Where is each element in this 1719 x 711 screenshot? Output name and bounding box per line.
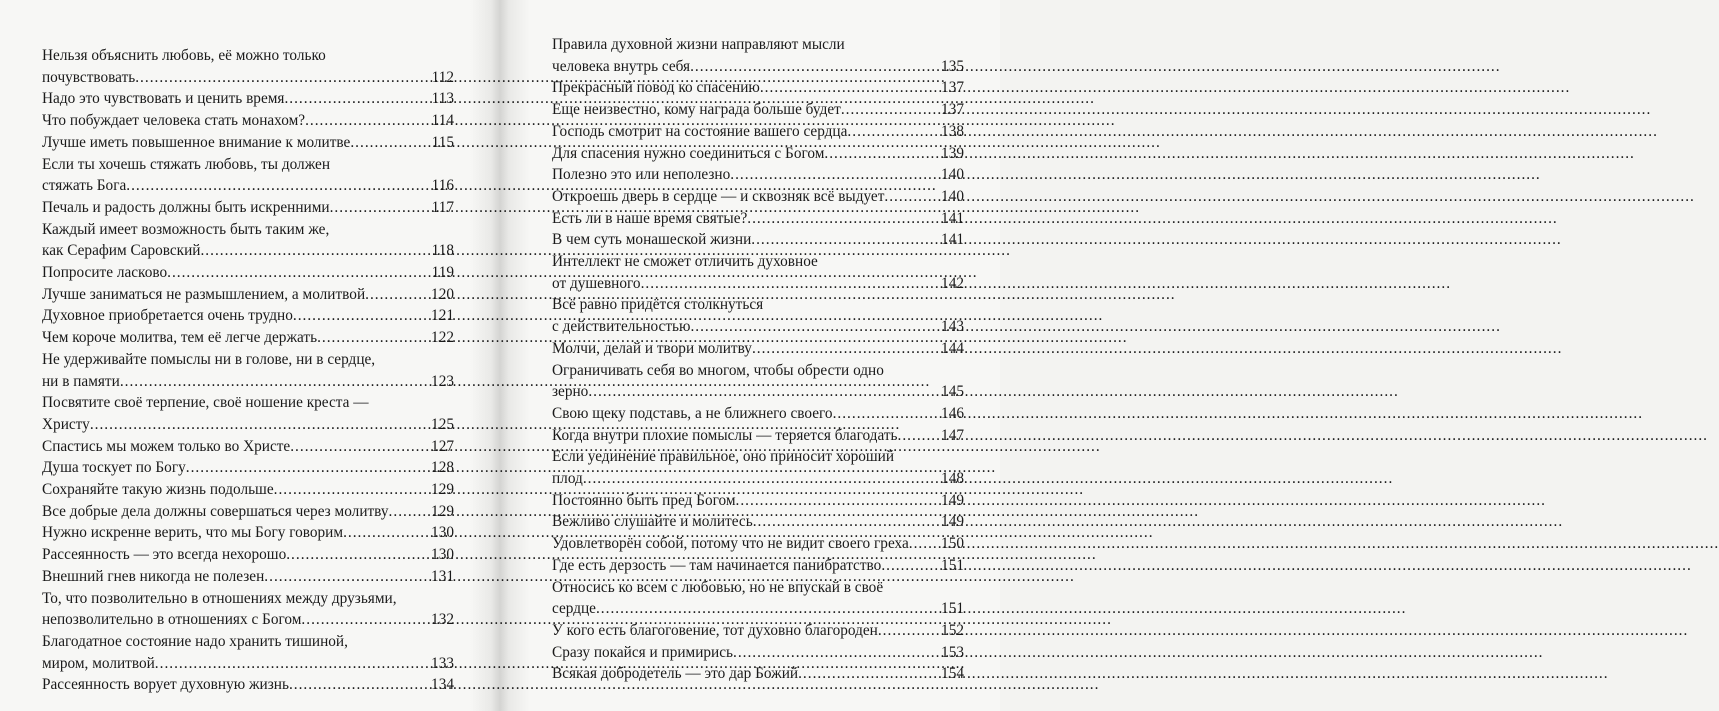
- toc-page-number: 151: [941, 600, 964, 618]
- toc-page-number: 125: [431, 415, 454, 433]
- toc-entry: [42, 588, 454, 631]
- toc-entry-title-line: Душа тоскует по Богу: [42, 459, 186, 477]
- toc-page-number: 120: [431, 285, 454, 303]
- toc-entry-title-line: Благодатное состояние надо хранить тишиной,: [42, 632, 348, 650]
- toc-entry-last-line: [42, 479, 454, 501]
- toc-entry: [42, 197, 454, 219]
- toc-entry-title-line: Христу: [42, 415, 90, 433]
- dot-leader: [798, 663, 941, 685]
- dot-leader: [274, 479, 431, 501]
- toc-entry-title-line: Надо это чувствовать и ценить время: [42, 90, 285, 108]
- toc-entry-last-line: [552, 642, 964, 664]
- toc-entry: [552, 642, 964, 664]
- toc-entry-title-line: Рассеянность — это всегда нехорошо: [42, 546, 287, 564]
- toc-entry-last-line: [552, 77, 964, 99]
- toc-entry-title-line: Посвятите своё терпение, своё ношение креста —: [42, 394, 369, 412]
- toc-entry: [42, 392, 454, 435]
- toc-entry-title-line: То, что позволительно в отношениях между друзьями,: [42, 589, 397, 607]
- toc-entry: [552, 294, 964, 337]
- toc-right-column: [552, 34, 964, 685]
- toc-page-number: 148: [941, 470, 964, 488]
- toc-page-number: 143: [941, 318, 964, 336]
- toc-entry: [42, 631, 454, 674]
- toc-entry: [552, 360, 964, 403]
- toc-entry-last-line: [42, 609, 454, 631]
- toc-entry: [42, 457, 454, 479]
- toc-entry-title-line: Правила духовной жизни направляют мысли: [552, 36, 845, 53]
- toc-entry-last-line: [552, 273, 964, 295]
- toc-entry-last-line: [42, 305, 454, 327]
- dot-leader: [753, 511, 941, 533]
- toc-page-number: 151: [941, 556, 964, 574]
- toc-entry-last-line: [42, 522, 454, 544]
- toc-entry-title-line: как Серафим Саровский: [42, 242, 201, 260]
- toc-entry-title-line: Интеллект не сможет отличить духовное: [552, 253, 818, 271]
- toc-entry: [42, 566, 454, 588]
- toc-entry: [42, 45, 454, 88]
- toc-entry-last-line: [42, 327, 454, 349]
- toc-entry-last-line: [552, 143, 964, 165]
- toc-entry-last-line: [42, 371, 454, 393]
- toc-entry-last-line: [42, 653, 454, 675]
- toc-entry-last-line: [42, 197, 454, 219]
- toc-entry: [552, 164, 964, 186]
- toc-entry: [552, 208, 964, 230]
- dot-leader: [284, 88, 431, 110]
- toc-page-number: 147: [941, 426, 964, 444]
- toc-entry-last-line: [42, 501, 454, 523]
- toc-entry: [552, 577, 964, 620]
- toc-entry-title-line: Сразу покайся и примирись: [552, 643, 733, 661]
- toc-page-number: 149: [941, 513, 964, 531]
- toc-entry-title-line: Удовлетворён собой, потому что не видит своего греха: [552, 535, 909, 553]
- toc-entry-last-line: [42, 284, 454, 306]
- toc-entry-last-line: [552, 316, 964, 338]
- dot-leader: [760, 77, 941, 99]
- dot-leader: [290, 436, 431, 458]
- toc-entry-title-line: Все добрые дела должны совершаться через молитву: [42, 502, 389, 520]
- toc-entry-title-line: Вежливо слушайте и молитесь: [552, 513, 753, 531]
- toc-entry-last-line: [552, 208, 964, 230]
- toc-entry: [42, 88, 454, 110]
- toc-entry-title-line: Попросите ласково: [42, 264, 168, 282]
- toc-entry-title-line: Когда внутри плохие помыслы — теряется благодать: [552, 426, 898, 444]
- toc-page-number: 140: [941, 166, 964, 184]
- toc-entry: [552, 77, 964, 99]
- dot-leader: [730, 164, 941, 186]
- toc-page-number: 133: [431, 654, 454, 672]
- toc-page-number: 118: [431, 242, 454, 260]
- toc-entry-title-line: Всякая добродетель — это дар Божий: [552, 665, 799, 683]
- toc-entry: [42, 154, 454, 197]
- toc-entry-title-line: плод: [552, 470, 583, 488]
- toc-page-number: 115: [431, 133, 454, 151]
- toc-entry-title-line: Полезно это или неполезно: [552, 166, 731, 184]
- toc-page-number: 112: [431, 68, 454, 86]
- toc-entry-title-line: Внешний гнев никогда не полезен: [42, 567, 265, 585]
- toc-page-number: 138: [941, 122, 964, 140]
- toc-entry: [552, 425, 964, 447]
- toc-entry-title-line: Прекрасный повод ко спасению: [552, 79, 760, 97]
- toc-entry-title-line: сердце: [552, 600, 596, 618]
- toc-entry-title-line: Ограничивать себя во многом, чтобы обрести одно: [552, 361, 884, 379]
- toc-entry-title-line: Не удерживайте помыслы ни в голове, ни в сердце,: [42, 350, 376, 368]
- toc-entry-last-line: [42, 175, 454, 197]
- dot-leader: [641, 273, 941, 295]
- toc-entry-title-line: Каждый имеет возможность быть таким же,: [42, 220, 330, 238]
- dot-leader: [909, 533, 941, 555]
- toc-entry: [42, 284, 454, 306]
- toc-entry-last-line: [552, 381, 964, 403]
- toc-entry: [552, 229, 964, 251]
- toc-entry-title-line: Нельзя объяснить любовь, её можно только: [42, 47, 326, 64]
- toc-entry-last-line: [552, 338, 964, 360]
- toc-entry: [42, 544, 454, 566]
- toc-entry-last-line: [552, 663, 964, 685]
- toc-entry: [42, 327, 454, 349]
- toc-entry-last-line: [552, 490, 964, 512]
- toc-page-number: 122: [431, 329, 454, 347]
- toc-entry-title-line: Есть ли в наше время святые?: [552, 209, 748, 227]
- toc-entry-last-line: [552, 555, 964, 577]
- toc-entry: [552, 34, 964, 77]
- toc-entry-title-line: Постоянно быть пред Богом: [552, 491, 736, 509]
- toc-page-number: 131: [431, 567, 454, 585]
- dot-leader: [690, 56, 941, 78]
- toc-entry: [42, 110, 454, 132]
- toc-entry: [552, 338, 964, 360]
- toc-entry-last-line: [42, 240, 454, 262]
- toc-entry-last-line: [42, 674, 454, 696]
- toc-entry: [552, 555, 964, 577]
- toc-entry-last-line: [42, 544, 454, 566]
- toc-entry-last-line: [552, 533, 964, 555]
- toc-entry: [42, 305, 454, 327]
- toc-entry: [552, 511, 964, 533]
- toc-entry: [552, 620, 964, 642]
- toc-entry-title-line: Для спасения нужно соединиться с Богом: [552, 144, 825, 162]
- toc-page-number: 139: [941, 144, 964, 162]
- toc-entry-last-line: [552, 164, 964, 186]
- toc-entry-last-line: [42, 132, 454, 154]
- toc-entry-title-line: В чем суть монашеской жизни: [552, 231, 752, 249]
- dot-leader: [751, 229, 941, 251]
- toc-entry-title-line: почувствовать: [42, 68, 136, 86]
- toc-entry-title-line: с действительностью: [552, 318, 691, 336]
- toc-page-number: 134: [431, 676, 454, 694]
- toc-entry-title-line: от душевного: [552, 274, 641, 292]
- toc-entry: [552, 251, 964, 294]
- toc-entry: [42, 522, 454, 544]
- toc-entry: [552, 403, 964, 425]
- toc-entry: [552, 663, 964, 685]
- toc-entry-last-line: [552, 511, 964, 533]
- toc-entry: [42, 479, 454, 501]
- toc-entry-title-line: Если уединение правильное, оно приносит хороший: [552, 448, 895, 466]
- toc-page-number: 137: [941, 101, 964, 119]
- dot-leader: [343, 522, 431, 544]
- toc-entry-last-line: [42, 110, 454, 132]
- dot-leader: [841, 99, 941, 121]
- toc-entry-title-line: Спастись мы можем только во Христе: [42, 437, 291, 455]
- toc-entry-title-line: Печаль и радость должны быть искренними: [42, 198, 330, 216]
- toc-page-number: 129: [431, 481, 454, 499]
- toc-page-number: 146: [941, 404, 964, 422]
- toc-page-number: 128: [431, 459, 454, 477]
- dot-leader: [330, 197, 432, 219]
- dot-leader: [583, 468, 941, 490]
- dot-leader: [317, 327, 431, 349]
- dot-leader: [898, 425, 942, 447]
- toc-entry: [42, 436, 454, 458]
- toc-entry: [552, 186, 964, 208]
- dot-leader: [733, 642, 941, 664]
- dot-leader: [389, 501, 432, 523]
- toc-entry: [42, 501, 454, 523]
- dot-leader: [847, 121, 941, 143]
- toc-entry-title-line: непозволительно в отношениях с Богом: [42, 611, 302, 629]
- toc-entry-title-line: Молчи, делай и твори молитву: [552, 339, 752, 357]
- toc-entry-title-line: Что побуждает человека стать монахом?: [42, 112, 306, 130]
- toc-entry-title-line: Рассеянность ворует духовную жизнь: [42, 676, 289, 694]
- dot-leader: [120, 371, 431, 393]
- toc-entry: [552, 143, 964, 165]
- toc-entry-title-line: Духовное приобретается очень трудно: [42, 307, 293, 325]
- toc-entry-last-line: [552, 229, 964, 251]
- toc-entry: [42, 219, 454, 262]
- toc-entry-title-line: Где есть дерзость — там начинается панибратство: [552, 556, 882, 574]
- toc-entry-last-line: [552, 99, 964, 121]
- dot-leader: [747, 208, 941, 230]
- toc-entry: [42, 132, 454, 154]
- toc-entry-title-line: ни в памяти: [42, 372, 120, 390]
- toc-left-column: [42, 45, 454, 696]
- dot-leader: [286, 544, 431, 566]
- toc-entry-title-line: У кого есть благоговение, тот духовно благороден: [552, 621, 878, 639]
- dot-leader: [588, 381, 941, 403]
- dot-leader: [186, 457, 431, 479]
- dot-leader: [884, 186, 941, 208]
- toc-entry-title-line: Откроешь дверь в сердце — и сквозняк всё выдует: [552, 187, 885, 205]
- toc-entry-last-line: [552, 121, 964, 143]
- toc-page-number: 119: [431, 264, 454, 282]
- toc-entry: [552, 533, 964, 555]
- toc-entry-title-line: Еще неизвестно, кому награда больше будет: [552, 101, 841, 119]
- dot-leader: [878, 620, 941, 642]
- toc-page-number: 117: [431, 198, 454, 216]
- toc-entry: [552, 446, 964, 489]
- toc-page-number: 130: [431, 546, 454, 564]
- dot-leader: [90, 414, 431, 436]
- toc-entry-last-line: [552, 425, 964, 447]
- dot-leader: [833, 403, 941, 425]
- dot-leader: [167, 262, 431, 284]
- dot-leader: [305, 110, 432, 132]
- toc-entry: [42, 262, 454, 284]
- toc-page-number: 113: [431, 90, 454, 108]
- toc-page-number: 142: [941, 274, 964, 292]
- dot-leader: [293, 305, 431, 327]
- toc-entry-title-line: Лучше заниматься не размышлением, а молитвой: [42, 285, 366, 303]
- toc-entry: [42, 674, 454, 696]
- toc-entry-last-line: [552, 56, 964, 78]
- toc-entry-title-line: Господь смотрит на состояние вашего сердца: [552, 122, 848, 140]
- dot-leader: [135, 67, 431, 89]
- dot-leader: [126, 175, 431, 197]
- toc-entry-last-line: [552, 468, 964, 490]
- toc-entry-title-line: Свою щеку подставь, а не ближнего своего: [552, 404, 833, 422]
- toc-entry-title-line: зерно: [552, 383, 589, 401]
- toc-page-number: 141: [941, 231, 964, 249]
- toc-entry-last-line: [552, 620, 964, 642]
- dot-leader: [690, 316, 941, 338]
- toc-page-number: 130: [431, 524, 454, 542]
- toc-page-number: 116: [431, 177, 454, 195]
- toc-page-number: 152: [941, 621, 964, 639]
- toc-entry: [552, 490, 964, 512]
- toc-entry-last-line: [552, 403, 964, 425]
- toc-entry-title-line: Сохраняйте такую жизнь подольше: [42, 481, 274, 499]
- toc-entry-last-line: [42, 414, 454, 436]
- toc-page-number: 129: [431, 502, 454, 520]
- toc-entry-last-line: [552, 598, 964, 620]
- toc-entry-last-line: [42, 67, 454, 89]
- dot-leader: [736, 490, 942, 512]
- toc-entry-title-line: миром, молитвой: [42, 654, 155, 672]
- dot-leader: [752, 338, 941, 360]
- toc-entry-title-line: Всё равно придётся столкнуться: [552, 296, 764, 314]
- toc-page-number: 144: [941, 339, 964, 357]
- toc-entry-last-line: [42, 436, 454, 458]
- toc-page-number: 127: [431, 437, 454, 455]
- dot-leader: [596, 598, 941, 620]
- toc-page-number: 135: [941, 57, 964, 75]
- toc-page-number: 150: [941, 535, 964, 553]
- dot-leader: [200, 240, 431, 262]
- dot-leader: [155, 653, 431, 675]
- dot-leader: [301, 609, 431, 631]
- toc-page-number: 154: [941, 665, 964, 683]
- toc-entry: [42, 349, 454, 392]
- toc-entry-title-line: стяжать Бога: [42, 177, 127, 195]
- toc-page-number: 141: [941, 209, 964, 227]
- dot-leader: [365, 284, 431, 306]
- toc-page-number: 137: [941, 79, 964, 97]
- dot-leader: [350, 132, 431, 154]
- toc-entry: [552, 99, 964, 121]
- toc-page-number: 140: [941, 187, 964, 205]
- dot-leader: [824, 143, 941, 165]
- toc-page-number: 123: [431, 372, 454, 390]
- toc-entry-last-line: [42, 262, 454, 284]
- dot-leader: [881, 555, 941, 577]
- toc-entry-last-line: [42, 88, 454, 110]
- toc-page-number: 149: [941, 491, 964, 509]
- dot-leader: [289, 674, 431, 696]
- toc-page-number: 153: [941, 643, 964, 661]
- toc-entry-last-line: [42, 457, 454, 479]
- toc-page-number: 114: [431, 112, 454, 130]
- toc-entry-title-line: Нужно искренне верить, что мы Богу говорим: [42, 524, 344, 542]
- toc-entry: [552, 121, 964, 143]
- toc-entry-last-line: [42, 566, 454, 588]
- toc-page-number: 145: [941, 383, 964, 401]
- toc-entry-title-line: Лучше иметь повышенное внимание к молитве: [42, 133, 351, 151]
- toc-page-number: 121: [431, 307, 454, 325]
- toc-entry-title-line: Чем короче молитва, тем её легче держать: [42, 329, 318, 347]
- toc-entry-title-line: человека внутрь себя: [552, 57, 691, 75]
- toc-page-number: 132: [431, 611, 454, 629]
- toc-entry-title-line: Относись ко всем с любовью, но не впускай в своё: [552, 578, 884, 596]
- toc-entry-last-line: [552, 186, 964, 208]
- dot-leader: [264, 566, 431, 588]
- toc-entry-title-line: Если ты хочешь стяжать любовь, ты должен: [42, 155, 331, 173]
